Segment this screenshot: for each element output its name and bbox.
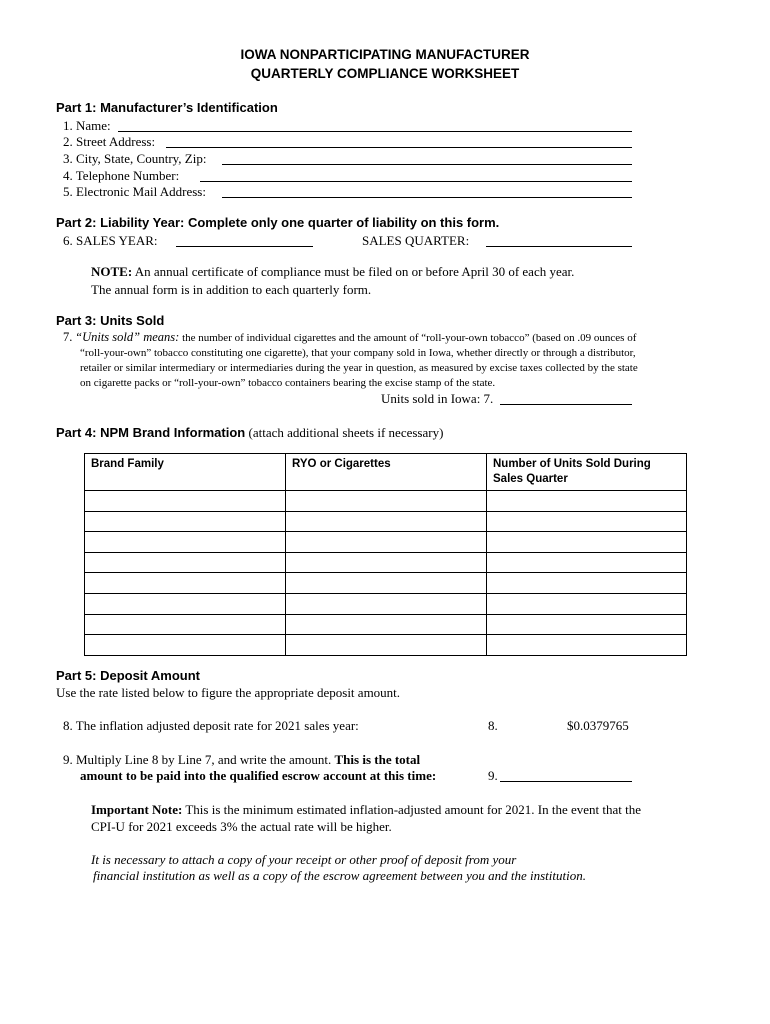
name-field[interactable] [118,120,632,132]
part3-heading: Part 3: Units Sold [56,313,165,328]
note-line-2: The annual form is in addition to each quarterly form. [91,282,372,297]
units-definition-line-3: retailer or similar intermediary or intermediaries during the year in question, as measured by excise taxes collected by the state [80,362,638,374]
table-row [85,593,687,614]
brand-family-cell[interactable] [85,532,286,553]
part5-intro: Use the rate listed below to figure the appropriate deposit amount. [56,685,401,700]
street-row [63,134,155,150]
page-title: IOWA NONPARTICIPATING MANUFACTURER [240,47,530,62]
telephone-field[interactable] [200,170,632,182]
item-number: 5. [63,184,73,199]
ryo-cigarettes-cell[interactable] [286,532,487,553]
email-field[interactable] [222,186,632,198]
closing-note-line-1: It is necessary to attach a copy of your receipt or other proof of deposit from your [91,852,517,867]
part5-heading: Part 5: Deposit Amount [56,668,200,683]
line8-text: 8. The inflation adjusted deposit rate for 2021 sales year: [63,718,359,733]
brand-family-cell[interactable] [85,491,286,512]
city-label: City, State, Country, Zip: [76,151,207,166]
table-row [85,511,687,532]
brand-family-cell[interactable] [85,573,286,594]
sales-year-field[interactable] [176,235,313,247]
item-number: 4. [63,168,73,183]
part4-note: (attach additional sheets if necessary) [245,425,444,440]
sales-quarter-label: SALES QUARTER: [362,233,470,248]
units-definition-line-4: on cigarette packs or “roll-your-own” tobacco containers bearing the excise stamp of the state. [80,377,496,389]
part1-heading: Part 1: Manufacturer’s Identification [56,100,278,115]
closing-note-line-2: financial institution as well as a copy of the escrow agreement between you and the institution. [93,868,586,883]
note-label: NOTE: [91,264,133,279]
line9-text-b: This is the total [334,752,421,767]
part4-heading-row [56,424,443,442]
important-note-label: Important Note: [91,802,183,817]
units-definition-line-2: “roll-your-own” tobacco constituting one cigarette), that your company sold in Iowa, whether directly or through a distributor, [80,347,636,359]
column-header-units-sold: Number of Units Sold During Sales Quarter [487,454,687,491]
ryo-cigarettes-cell[interactable] [286,552,487,573]
ryo-cigarettes-cell[interactable] [286,573,487,594]
units-sold-cell[interactable] [487,635,687,656]
item-number: 1. [63,118,73,133]
note-line-1 [91,264,574,280]
ryo-cigarettes-cell[interactable] [286,635,487,656]
units-sold-field[interactable] [500,393,632,405]
line9-text-1 [63,752,420,768]
brand-family-cell[interactable] [85,593,286,614]
units-sold-cell[interactable] [487,593,687,614]
units-sold-cell[interactable] [487,552,687,573]
city-state-zip-field[interactable] [222,153,632,165]
note-text: An annual certificate of compliance must be filed on or before April 30 of each year. [132,264,575,279]
brand-family-cell[interactable] [85,552,286,573]
phone-row [63,168,179,184]
units-term: “Units sold” means: [75,330,180,344]
email-label: Electronic Mail Address: [76,184,206,199]
line9-text-a: 9. Multiply Line 8 by Line 7, and write the amount. [63,752,335,767]
email-row [63,184,206,200]
table-row [85,635,687,656]
ryo-cigarettes-cell[interactable] [286,593,487,614]
units-definition-line-1 [63,330,636,345]
line8-number: 8. [488,718,498,733]
column-header-ryo-or-cigarettes: RYO or Cigarettes [286,454,487,491]
item-number: 7. [63,330,73,344]
street-label: Street Address: [76,134,156,149]
table-row [85,614,687,635]
units-sold-cell[interactable] [487,511,687,532]
line9-text-2: amount to be paid into the qualified escrow account at this time: [80,768,437,783]
table-header-row [85,454,687,491]
sales-quarter-field[interactable] [486,235,632,247]
phone-label: Telephone Number: [75,168,180,183]
street-address-field[interactable] [166,136,632,148]
column-header-brand-family: Brand Family [85,454,286,491]
page-subtitle: QUARTERLY COMPLIANCE WORKSHEET [250,66,520,81]
city-row [63,151,206,167]
important-note-line-2: CPI-U for 2021 exceeds 3% the actual rate will be higher. [91,819,392,834]
line9-number: 9. [488,768,498,783]
brand-table [84,453,687,656]
important-note-line-1 [91,802,641,818]
item-number: 3. [63,151,73,166]
line8-rate-value: $0.0379765 [567,718,629,733]
units-sold-cell[interactable] [487,614,687,635]
ryo-cigarettes-cell[interactable] [286,511,487,532]
table-row [85,491,687,512]
brand-family-cell[interactable] [85,614,286,635]
brand-family-cell[interactable] [85,511,286,532]
important-note-text: This is the minimum estimated inflation-adjusted amount for 2021. In the event that the [182,802,641,817]
line9-amount-field[interactable] [500,770,632,782]
brand-family-cell[interactable] [85,635,286,656]
part2-heading: Part 2: Liability Year: Complete only one quarter of liability on this form. [56,215,500,230]
table-row [85,552,687,573]
name-row [63,118,111,134]
name-label: Name: [76,118,111,133]
ryo-cigarettes-cell[interactable] [286,614,487,635]
table-row [85,532,687,553]
table-row [85,573,687,594]
item-number: 2. [63,134,73,149]
units-sold-cell[interactable] [487,532,687,553]
sales-year-label: 6. SALES YEAR: [63,233,158,248]
part4-heading: Part 4: NPM Brand Information [56,425,246,440]
ryo-cigarettes-cell[interactable] [286,491,487,512]
units-text-1: the number of individual cigarettes and the amount of “roll-your-own tobacco” (based on .09 ounces of [179,332,637,344]
units-sold-cell[interactable] [487,573,687,594]
units-sold-cell[interactable] [487,491,687,512]
units-sold-label: Units sold in Iowa: 7. [381,391,494,406]
